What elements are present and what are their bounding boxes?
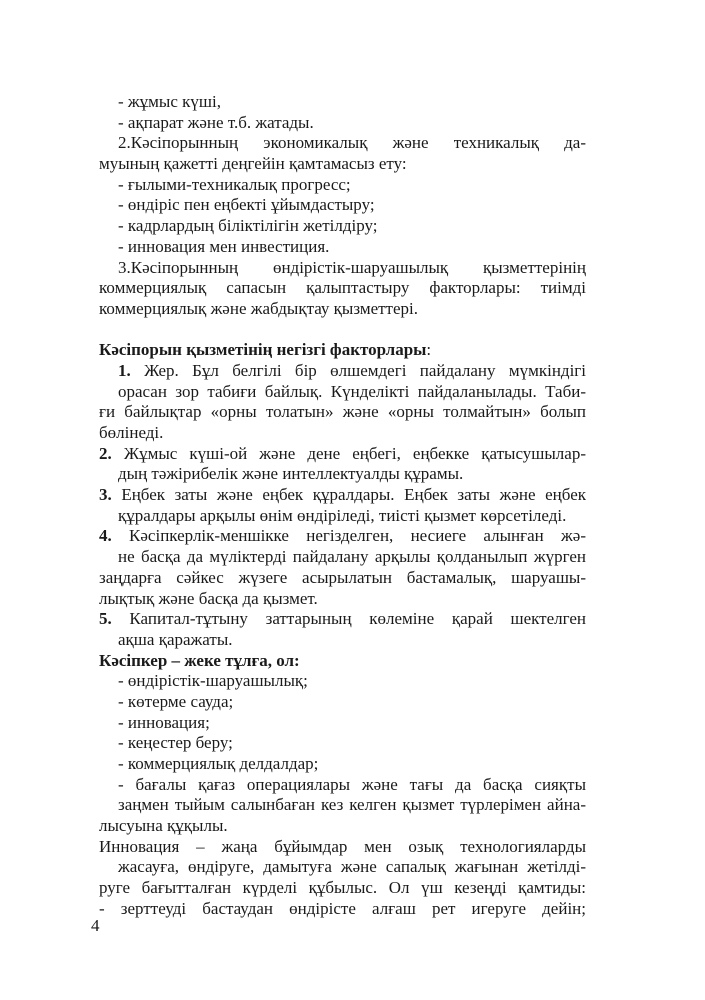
text-line xyxy=(99,402,586,423)
text-line xyxy=(99,837,586,858)
line-text: Кәсіпкерлік-меншікке негізделген, несиеге алынған жә- xyxy=(111,526,586,546)
line-text: Еңбек заты және еңбек құралдары. Еңбек заты және еңбек xyxy=(111,485,586,505)
text-line xyxy=(118,133,586,154)
line-text: заңмен тыйым салынбаған кез келген қызмет түрлерімен айна- xyxy=(118,795,586,815)
text-line xyxy=(99,526,586,547)
text-line xyxy=(118,775,586,796)
line-text: муының қажетті деңгейін қамтамасыз ету: xyxy=(99,154,407,174)
text-line xyxy=(118,113,586,134)
line-text: - зерттеуді бастаудан өндірісте алғаш рет игеруге дейін; xyxy=(99,898,586,918)
text-line xyxy=(99,589,586,610)
text-line xyxy=(118,175,586,196)
text-line xyxy=(118,630,586,651)
line-text: Жер. Бұл белгілі бір өлшемдегі пайдалану мүмкіндігі xyxy=(130,360,586,380)
line-text: руге бағытталған күрделі құбылыс. Ол үш кезеңді қамтиды: xyxy=(99,878,586,898)
body-text xyxy=(99,92,586,920)
text-line xyxy=(99,485,586,506)
text-line xyxy=(99,423,586,444)
text-line xyxy=(118,733,586,754)
bold-text: 4. xyxy=(99,526,112,546)
line-text: - коммерциялық делдалдар; xyxy=(118,754,319,773)
text-line xyxy=(118,382,586,403)
text-line xyxy=(99,651,586,672)
line-text: Жұмыс күші-ой және дене еңбегі, еңбекке қатысушылар- xyxy=(111,443,586,463)
text-line xyxy=(118,857,586,878)
line-text: заңдарға сәйкес жүзеге асырылатын бастамалық, шаруашы- xyxy=(99,567,586,587)
text-line xyxy=(99,899,586,920)
line-text: 2.Кәсіпорынның экономикалық және техникалық да- xyxy=(118,133,586,153)
text-line xyxy=(118,464,586,485)
text-line xyxy=(118,692,586,713)
line-text: құралдары арқылы өнім өндіріледі, тиісті қызмет көрсетіледі. xyxy=(118,505,567,525)
text-line xyxy=(118,547,586,568)
line-text: - көтерме сауда; xyxy=(118,691,234,711)
line-text: ақша қаражаты. xyxy=(118,629,233,649)
line-text: - кеңестер беру; xyxy=(118,733,233,753)
line-text: 3.Кәсіпорынның өндірістік-шаруашылық қызметтерінің xyxy=(118,257,586,277)
text-line xyxy=(118,671,586,692)
text-line xyxy=(118,216,586,237)
text-line xyxy=(118,92,586,113)
line-text: : xyxy=(426,340,432,360)
line-text: лысуына құқылы. xyxy=(99,816,228,836)
line-text: орасан зор табиғи байлық. Күнделікті пайдаланылады. Таби- xyxy=(118,381,586,401)
text-line xyxy=(118,195,586,216)
line-text: жасауға, өндіруге, дамытуға және сапалық жағынан жетілді- xyxy=(118,857,586,877)
bold-text: Кәсіпорын қызметінің негізгі факторлары xyxy=(99,340,427,360)
line-text: Капитал-тұтыну заттарының көлеміне қарай шектелген xyxy=(111,609,586,629)
text-line xyxy=(99,340,586,361)
text-line xyxy=(99,299,586,320)
line-text: не басқа да мүліктерді пайдалану арқылы қолданылып жүрген xyxy=(118,547,586,567)
line-text: - ғылыми-техникалық прогресс; xyxy=(118,174,351,194)
line-text: - инновация мен инвестиция. xyxy=(118,236,330,256)
line-text: коммерциялық сапасын қалыптастыру факторлары: тиімді xyxy=(99,278,586,298)
text-line xyxy=(118,754,586,775)
line-text: - ақпарат және т.б. жатады. xyxy=(118,112,314,132)
line-text: - инновация; xyxy=(118,712,210,732)
text-line xyxy=(118,361,586,382)
line-text: дың тәжірибелік және интеллектуалды құрамы. xyxy=(118,464,464,484)
text-line xyxy=(99,568,586,589)
text-line xyxy=(118,258,586,279)
bold-text: 2. xyxy=(99,443,112,463)
bold-text: 3. xyxy=(99,485,112,505)
text-line xyxy=(99,444,586,465)
line-text: лықтық және басқа да қызмет. xyxy=(99,588,318,608)
text-line xyxy=(118,237,586,258)
line-text: коммерциялық және жабдықтау қызметтері. xyxy=(99,298,418,318)
page-number: 4 xyxy=(91,916,100,935)
line-text: - өндірістік-шаруашылық; xyxy=(118,671,308,691)
text-line xyxy=(99,878,586,899)
line-text: - өндіріс пен еңбекті ұйымдастыру; xyxy=(118,195,375,215)
text-line xyxy=(99,278,586,299)
text-line xyxy=(99,816,586,837)
paragraph-gap xyxy=(118,320,586,341)
line-text: - кадрлардың біліктілігін жетілдіру; xyxy=(118,216,378,236)
bold-text: Кәсіпкер – жеке тұлға, ол: xyxy=(99,650,300,670)
text-line xyxy=(118,506,586,527)
text-line xyxy=(99,609,586,630)
line-text: Инновация – жаңа бұйымдар мен озық технологияларды xyxy=(99,836,586,856)
line-text: - жұмыс күші, xyxy=(118,92,221,111)
line-text: ғи байлықтар «орны толатын» және «орны толмайтын» болып xyxy=(99,402,586,422)
bold-text: 1. xyxy=(118,360,131,380)
line-text: бөлінеді. xyxy=(99,423,164,442)
text-line xyxy=(118,795,586,816)
text-line xyxy=(118,713,586,734)
line-text: - бағалы қағаз операциялары және тағы да басқа сияқты xyxy=(118,774,586,794)
text-line xyxy=(99,154,586,175)
bold-text: 5. xyxy=(99,609,112,629)
